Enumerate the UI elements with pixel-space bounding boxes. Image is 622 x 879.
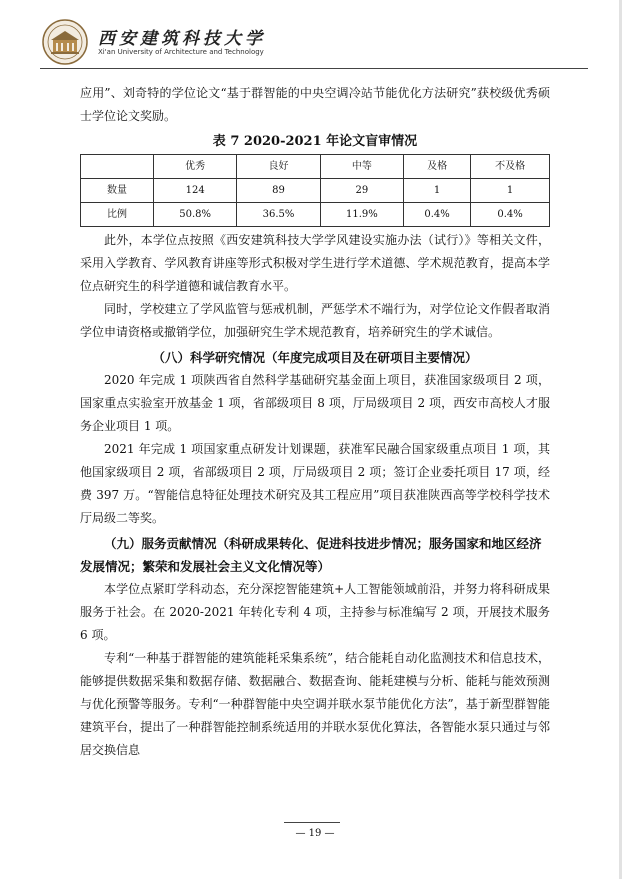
paragraph: 2020 年完成 1 项陕西省自然科学基础研究基金面上项目，获准国家级项目 2 项，国家重点实验室开放基金 1 项，省部级项目 8 项，厅局级项目 2 项，西安市高校人才服务企业项目 1 项。 — [80, 373, 550, 433]
header-divider — [40, 68, 588, 69]
paragraph: 本学位点紧盯学科动态，充分深挖智能建筑+人工智能领域前沿，并努力将科研成果服务于社会。在 2020-2021 年转化专利 4 项，主持参与标准编写 2 项，开展技术服务 6 项。 — [80, 582, 550, 642]
table-caption: 表 7 2020-2021 年论文盲审情况 — [212, 134, 418, 149]
table-cell: 0.4% — [471, 203, 550, 227]
paragraph: 此外，本学位点按照《西安建筑科技大学学风建设实施办法（试行）》等相关文件，采用入学教育、学风教育讲座等形式积极对学生进行学术道德、学术规范教育，提高本学位点研究生的科学道德和诚信教育水平。 — [80, 233, 550, 293]
table-header-cell: 良好 — [237, 155, 320, 179]
table-header-cell: 不及格 — [471, 155, 550, 179]
table-header-cell: 优秀 — [154, 155, 237, 179]
page-header — [40, 18, 600, 68]
table-cell: 29 — [320, 179, 403, 203]
table-row — [81, 179, 550, 203]
table-cell: 11.9% — [320, 203, 403, 227]
table-cell: 50.8% — [154, 203, 237, 227]
footer-divider — [284, 822, 340, 823]
review-table — [80, 154, 550, 227]
university-name-cn: 西安建筑科技大学 — [98, 29, 266, 49]
table-header-row — [81, 155, 550, 179]
document-body — [80, 82, 550, 762]
university-name-en: Xi'an University of Architecture and Technology — [98, 48, 264, 56]
paragraph: 2021 年完成 1 项国家重点研发计划课题，获准军民融合国家级重点项目 1 项，其他国家级项目 2 项，省部级项目 2 项，厅局级项目 2 项；签订企业委托项目 17 项，经费 397 万。“智能信息特征处理技术研究及其工程应用”项目获准陕西高等学校科学技术厅局级二等奖。 — [80, 442, 550, 525]
table-cell: 124 — [154, 179, 237, 203]
page-number: — 19 — — [295, 828, 335, 839]
table-cell: 0.4% — [404, 203, 471, 227]
table-cell: 数量 — [81, 179, 154, 203]
table-cell: 比例 — [81, 203, 154, 227]
table-header-cell: 及格 — [404, 155, 471, 179]
section-heading: （八）科学研究情况（年度完成项目及在研项目主要情况） — [152, 350, 478, 365]
table-cell: 89 — [237, 179, 320, 203]
paragraph: 同时，学校建立了学风监管与惩戒机制，严惩学术不端行为，对学位论文作假者取消学位申请资格或撤销学位，加强研究生学术规范教育，培养研究生的学术诚信。 — [80, 302, 550, 339]
table-row — [81, 203, 550, 227]
table-cell: 36.5% — [237, 203, 320, 227]
section-heading: （九）服务贡献情况（科研成果转化、促进科技进步情况；服务国家和地区经济发展情况；繁荣和发展社会主义文化情况等） — [80, 536, 542, 574]
paragraph: 应用”、刘奇特的学位论文“基于群智能的中央空调冷站节能优化方法研究”获校级优秀硕士学位论文奖励。 — [80, 86, 550, 123]
table-cell: 1 — [471, 179, 550, 203]
paragraph: 专利“一种基于群智能的建筑能耗采集系统”，结合能耗自动化监测技术和信息技术，能够提供数据采集和数据存储、数据融合、数据查询、能耗建模与分析、能耗与能效预测与优化预警等服务。专利“一种群智能中央空调并联水泵节能优化方法”，基于新型群智能建筑平台，提出了一种群智能控制系统适用的并联水泵优化算法，各智能水泵只通过与邻居交换信息 — [80, 651, 550, 757]
table-header-cell: 中等 — [320, 155, 403, 179]
table-cell: 1 — [404, 179, 471, 203]
table-header-cell — [81, 155, 154, 179]
university-building-logo-icon — [40, 18, 90, 66]
